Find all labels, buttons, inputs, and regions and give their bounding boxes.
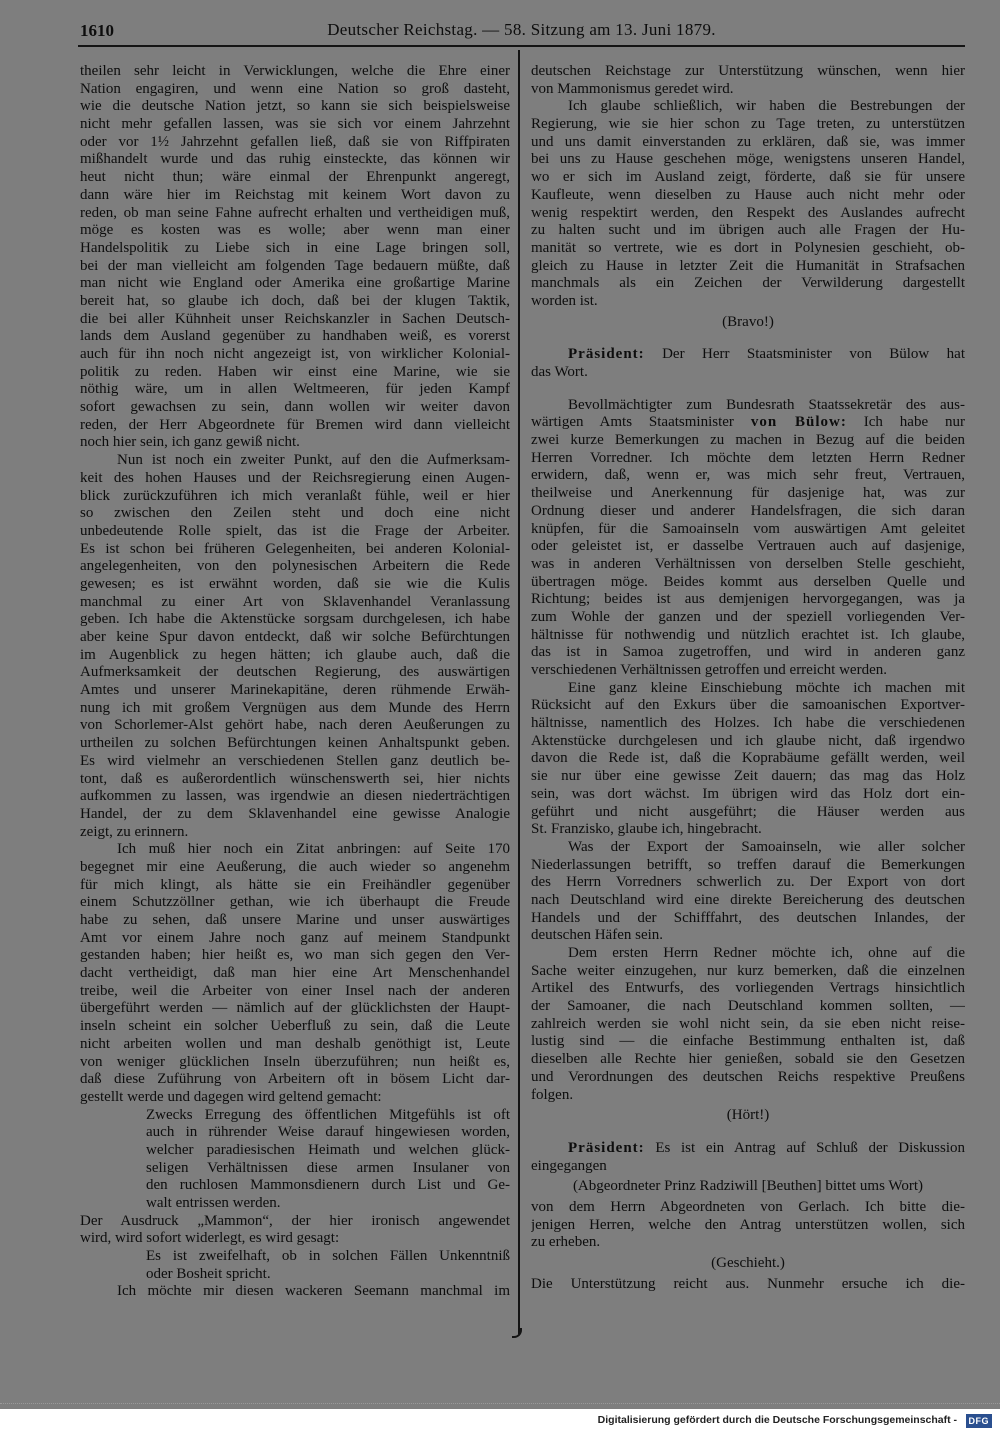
text-line: noch hier sein, ich ganz gewiß nicht.	[80, 434, 300, 451]
text-line: jenigen Herren, welche den Antrag unterstützen wollen, sich	[531, 1216, 965, 1233]
text-line: folgen.	[531, 1086, 574, 1103]
text-line	[531, 346, 965, 364]
speaker-label: Präsident:	[568, 1139, 645, 1156]
text-line: deutschen Häfen sein.	[531, 927, 664, 944]
text-segment: Der Herr Staatsminister von Bülow hat	[644, 346, 965, 363]
text-line: Aktenstücke durchgelesen und ich glaube nicht, daß irgendwo	[531, 732, 965, 749]
text-line: worden ist.	[531, 292, 598, 309]
text-line: manchmal zu einer Art von Sklavenhandel Veranlassung	[80, 593, 510, 610]
text-line: lands dem Ausland gegenüber zu handhaben weiß, es vorerst	[80, 328, 510, 345]
text-line: von Mammonismus geredet wird.	[531, 80, 734, 97]
dfg-logo: DFG	[966, 1414, 993, 1428]
text-line: übertragen möge. Beides kommt aus derselben Quelle und	[531, 573, 965, 590]
text-line: lustig sind — die einfache Bestimmung enthalten ist, daß	[531, 1033, 965, 1050]
text-line: oder geleistet ist, er dasselbe Vertrauen auch auf dasjenige,	[531, 538, 965, 555]
text-line: (Bravo!)	[722, 313, 774, 330]
text-line: Die Unterstützung reicht aus. Nunmehr ersuche ich die-	[531, 1275, 965, 1292]
paragraph	[531, 63, 965, 98]
text-line: und Verordnungen des deutschen Reichs respektive Preußens	[531, 1068, 965, 1085]
text-line: oder Bosheit spricht.	[146, 1265, 271, 1282]
text-line: hältnisse, namentlich des Holzes. Ich habe die verschiedenen	[531, 715, 965, 732]
text-line: nicht mehr gefallen lassen, was sie sich vor einem Jahrzehnt	[80, 116, 510, 133]
text-segment: Es ist ein Antrag auf Schluß der Diskussion	[644, 1139, 965, 1156]
text-line: zu erheben.	[531, 1234, 601, 1251]
text-line: Bevollmächtigter zum Bundesrath Staatssekretär des aus-	[568, 396, 965, 413]
text-line: sein, was dort wächst. Im übrigen wird das Holz dort ein-	[531, 785, 965, 802]
text-line: habe zu sehen, daß unsere Marine und unser auswärtiges	[80, 912, 510, 928]
running-title: Deutscher Reichstag. — 58. Sitzung am 13. Juni 1879.	[327, 20, 716, 39]
text-line: heut nicht thun; wäre einmal der Ehrenpunkt angeregt,	[80, 169, 510, 186]
interjection	[531, 1255, 965, 1273]
text-line: von dem Herrn Abgeordneten von Gerlach. Ich bitte die-	[531, 1198, 965, 1215]
text-line: der Samoaner, die nach Deutschland kommen sollten, —	[531, 998, 965, 1015]
text-line: Regierung, wie sie hier schon zu Tage treten, zu unterstützen	[531, 116, 965, 133]
column-divider-end	[512, 1328, 522, 1338]
paragraph	[80, 841, 510, 1106]
text-line: Nation engagiren, und wenn eine Nation so groß dasteht,	[80, 80, 510, 97]
paragraph	[531, 945, 965, 1104]
page-number: 1610	[80, 21, 114, 40]
paragraph	[531, 1199, 965, 1252]
text-line: bei der man vielleicht am folgenden Tage bedauern müßte, daß	[80, 257, 510, 274]
text-line: und uns damit einverstanden zu erklären, daß sie, was immer	[531, 133, 965, 150]
text-line: man nicht wie England oder Amerika eine großartige Marine	[80, 275, 510, 292]
column-divider	[518, 50, 520, 1334]
text-line: wie die deutsche Nation jetzt, so kann sie sich beispielsweise	[80, 98, 510, 115]
text-line: auch in rührender Weise darauf hingewiesen worden,	[146, 1124, 510, 1141]
speech-paragraph	[531, 397, 965, 680]
text-line: Es wird vielmehr an verschiedenen Stellen ganz deutlich be-	[80, 752, 510, 769]
text-line: seligen Verhältnissen diese armen Insulaner von	[146, 1159, 510, 1176]
text-line: Sache weiter einzugehen, nur kurz bemerken, daß die einzelnen	[531, 962, 965, 979]
text-line: wird, wird sofort widerlegt, es wird gesagt:	[80, 1230, 340, 1247]
text-line: nung ich mit großem Vergnügen aus dem Munde des Herrn	[80, 699, 510, 716]
text-line: Es ist schon bei früheren Gelegenheiten, bei anderen Kolonial-	[80, 540, 510, 557]
text-line: Der Ausdruck „Mammon“, der hier ironisch angewendet	[80, 1212, 510, 1229]
text-line: zu halten sucht und im übrigen auch alle Fragen der Hu-	[531, 222, 965, 239]
text-line: das Wort.	[531, 364, 588, 380]
paragraph	[80, 1213, 510, 1248]
text-line: gewesen; es ist erwähnt worden, daß sie wie die Kulis	[80, 575, 510, 592]
speaker-label: Präsident:	[568, 346, 645, 363]
paragraph	[531, 98, 965, 310]
text-line: Ordnung dieser und anderer Handelsfragen, die sich daran	[531, 502, 965, 519]
text-line: von weniger glücklichen Inseln überzuführen; nun heißt es,	[80, 1053, 510, 1070]
text-line: Handels und der Schifffahrt, des deutschen Inlandes, der	[531, 909, 965, 926]
paragraph	[80, 1283, 510, 1301]
text-line: manchmals als ein Zeichen der Verwilderung dargestellt	[531, 275, 965, 292]
left-column	[80, 63, 510, 1301]
text-line: keit des hohen Hauses und der Reichsregierung einen Augen-	[80, 469, 510, 486]
text-line: Amt vor einem Jahre noch ganz auf meinem Standpunkt	[80, 929, 510, 946]
text-line: theilweise und Anerkennung für dasjenige hat, was zur	[531, 485, 965, 502]
text-line: die bei aller Kühnheit unser Reichskanzler in Sachen Deutsch-	[80, 310, 510, 327]
text-line: des Herrn Vorredners schwerlich zu. Der Export von dort	[531, 874, 965, 891]
text-line: eingegangen	[531, 1157, 607, 1174]
text-line: nach Deutschland wird eine direkte Bereicherung des deutschen	[531, 891, 965, 908]
text-line: Ich muß hier noch ein Zitat anbringen: auf Seite 170	[117, 841, 510, 858]
text-line: möge es kosten was es wolle; aber wenn man einer	[80, 222, 510, 239]
text-line: angelegenheiten, von den polynesischen Arbeitern die Rede	[80, 558, 510, 575]
text-line: urtheilen zu solchen Befürchtungen keinen Anhaltspunkt geben.	[80, 735, 510, 752]
text-line: oder vor 1½ Jahrzehnt gefallen ließ, daß sie von Riffpiraten	[80, 133, 510, 150]
text-line: hältnisse für nothwendig und nützlich erachtet ist. Ich glaube,	[531, 626, 965, 643]
text-line: Amtes und unserer Marinekapitäne, deren rühmende Erwäh-	[80, 682, 510, 699]
speech-paragraph	[531, 1140, 965, 1175]
text-line: Zwecks Erregung des öffentlichen Mitgefühls ist oft	[146, 1106, 510, 1123]
text-line: sofort gewachsen zu sein, dann wollen wir weiter davon	[80, 399, 510, 416]
text-line: verschiedenen Verhältnissen getroffen und erreicht werden.	[531, 662, 887, 678]
text-line: Eine ganz kleine Einschiebung möchte ich machen mit	[568, 679, 965, 696]
text-line: Nun ist noch ein zweiter Punkt, auf den die Aufmerksam-	[117, 452, 510, 469]
text-line: treibe, weil die Arbeiter von einer Insel nach der anderen	[80, 982, 510, 999]
text-line: zeigt, zu erinnern.	[80, 823, 189, 840]
text-line: sie nur über eine gewisse Zeit dauern; das mag das Holz	[531, 768, 965, 785]
text-line	[531, 414, 965, 432]
text-line: reden, ob man seine Fahne aufrecht erhalten und vertheidigen muß,	[80, 204, 510, 221]
text-segment: wärtigen Amts Staatsminister	[531, 414, 751, 431]
text-line: zwei kurze Bemerkungen zu machen in Bezug auf die beiden	[531, 432, 965, 449]
text-line: geben. Ich habe die Aktenstücke sorgsam durchgelesen, ich habe	[80, 611, 510, 628]
text-line: begegnet mir eine Aeußerung, die auch wieder so angenehm	[80, 858, 510, 875]
text-line: mißhandelt wurde und das ruhig einsteckte, das können wir	[80, 151, 510, 168]
text-line: gestellt werde und dagegen wird geltend gemacht:	[80, 1088, 382, 1105]
text-line: davon die Rede ist, daß die Koprabäume gefällt werden, weil	[531, 750, 965, 767]
speaker-label: von Bülow:	[750, 414, 847, 431]
text-line: daß diese Zuführung von Arbeitern oft in bösem Licht dar-	[80, 1071, 510, 1088]
text-line: Handel, der zu dem Sklavenhandel eine gewisse Analogie	[80, 805, 510, 822]
text-line: erwidern, daß, wenn er, was mich sehr freut, Vertrauen,	[531, 467, 965, 484]
paragraph	[531, 1276, 965, 1294]
text-line: tont, daß es außerordentlich wünschenswerth sei, hier nichts	[80, 770, 510, 787]
text-line: das ist in Samoa zugetroffen, und wird in anderen ganz	[531, 644, 965, 661]
text-line: Handelspolitik zu Liebe sich in eine Lage bringen soll,	[80, 239, 510, 256]
block-quote	[146, 1248, 510, 1283]
text-line: welcher paradiesischen Heimath und welchen glück-	[146, 1141, 510, 1158]
text-line: zum Wohle der ganzen und der speziell vorliegenden Ver-	[531, 608, 965, 625]
text-line: Ich glaube schließlich, wir haben die Bestrebungen der	[568, 98, 965, 115]
text-line: bereit hat, so glaube ich doch, daß bei der klugen Taktik,	[80, 292, 510, 309]
text-line: bei uns zu Hause geschehen möge, wenigstens unseren Handel,	[531, 151, 965, 168]
page-header	[78, 18, 965, 47]
text-line: Kaufleute, wenn dieselben zu Hause auch nicht mehr oder	[531, 186, 965, 203]
text-line: St. Franzisko, glaube ich, hingebracht.	[531, 821, 762, 838]
text-line: Dem ersten Herrn Redner möchte ich, ohne auf die	[568, 945, 965, 961]
text-line: gestanden haben; hier heißt es, wo man sich gegen den Ver-	[80, 947, 510, 964]
text-line: im Augenblick zu hegen hätten; ich glaube auch, daß die	[80, 646, 510, 663]
paragraph	[80, 63, 510, 452]
text-line: gleich zu Hause in letzter Zeit die Humanität in Strafsachen	[531, 257, 965, 274]
text-line: Was der Export der Samoainseln, wie aller solcher	[568, 838, 965, 855]
text-line: Artikel des Entwurfs, des vorliegenden Vertrags hinsichtlich	[531, 980, 965, 997]
text-line: geführt und nicht ausgeführt; die Häuser werden aus	[531, 803, 965, 820]
text-line: Herren Vorredner. Ich möchte dem letzten Herrn Redner	[531, 449, 965, 466]
speech-paragraph	[531, 346, 965, 381]
text-line: dieselben alle Rechte hier genießen, sobald sie den Gesetzen	[531, 1051, 965, 1068]
text-line: aber keine Spur davon entdeckt, daß wir solche Befürchtungen	[80, 629, 510, 645]
text-line	[531, 1140, 965, 1158]
text-line: blick zurückzuführen ich mich veranlaßt fühle, weil er hier	[80, 487, 510, 504]
footer	[0, 1409, 1000, 1432]
text-line: knüpfen, für die Samoainseln vom auswärtigen Amt geleitet	[531, 520, 965, 537]
text-line: von Schorlemer-Alst gehört habe, nach deren Aeußerungen zu	[80, 717, 510, 734]
paragraph	[531, 839, 965, 945]
text-line: Ich möchte mir diesen wackeren Seemann manchmal im	[117, 1283, 510, 1300]
right-column	[531, 63, 965, 1293]
text-line: Rücksicht auf den Exkurs über die samoanischen Exportver-	[531, 697, 965, 714]
text-line: für mich klingt, als hätte sie ein Freihändler gegenüber	[80, 876, 510, 893]
text-line: dann wäre hier im Reichstag mit keinem Wort davon zu	[80, 186, 510, 203]
text-line: wo er sich im Ausland zeigt, förderte, daß sie für unsere	[531, 169, 965, 186]
text-line: aufkommen zu lassen, was irgendwie an diesen niederträchtigen	[80, 788, 510, 805]
text-line: politik zu reden. Haben wir einst eine Marine, wie sie	[80, 363, 510, 380]
footer-text: Digitalisierung gefördert durch die Deutsche Forschungsgemeinschaft -	[597, 1414, 958, 1426]
text-line: nöthig wäre, um in allen Weltmeeren, für jeden Kampf	[80, 381, 510, 398]
text-line: (Hört!)	[726, 1107, 770, 1124]
text-line: einem Schutzzöllner gethan, wie ich überhaupt die Freude	[80, 894, 510, 911]
text-line: Es ist zweifelhaft, ob in solchen Fällen Unkenntniß	[146, 1248, 510, 1265]
text-line: Richtung; beides ist aus demjenigen hervorgegangen, was ja	[531, 591, 965, 608]
scan-edge-line	[0, 1403, 1000, 1404]
text-line: zahlreich werden sie wohl nicht sein, da sie eben nicht reise-	[531, 1015, 965, 1032]
paragraph	[531, 680, 965, 839]
text-line: (Abgeordneter Prinz Radziwill [Beuthen] bittet ums Wort)	[572, 1178, 924, 1195]
text-line: unbedeutende Rolle spielt, das ist die Frage der Arbeiter.	[80, 522, 510, 539]
text-line: inseln scheint ein solcher Ueberfluß zu sein, daß die Leute	[80, 1018, 510, 1035]
text-line: deutschen Reichstage zur Unterstützung wünschen, wenn hier	[531, 63, 965, 79]
text-line: manität so vertrete, wie es dort in Polynesien geschieht, ob-	[531, 239, 965, 256]
text-line: was in anderen Verhältnissen von derselben Stelle geschieht,	[531, 555, 965, 572]
interjection	[531, 1178, 965, 1196]
text-line: so zwischen den Zeilen steht und doch eine nicht	[80, 505, 510, 522]
text-line: (Geschieht.)	[711, 1255, 785, 1271]
text-line: Niederlassungen betrifft, so treffen darauf die Bemerkungen	[531, 856, 965, 873]
text-line: walt entrissen werden.	[146, 1195, 281, 1211]
text-line: wenig respektirt werden, den Respekt des Auslandes aufrecht	[531, 204, 965, 221]
block-quote	[146, 1107, 510, 1213]
interjection	[531, 1107, 965, 1125]
interjection	[531, 314, 965, 332]
text-line: nicht arbeiten wollen und man deshalb genöthigt ist, Leute	[80, 1035, 510, 1052]
text-line: auch für ihn noch nicht angezeigt ist, von wirklicher Kolonial-	[80, 346, 510, 362]
text-line: dacht vertheidigt, daß man hier eine Art Menschenhandel	[80, 965, 510, 982]
text-line: reden, der Herr Abgeordnete für Bremen wird dann vielleicht	[80, 416, 510, 433]
text-line: übergeführt werden — nämlich auf der glücklichsten der Haupt-	[80, 1000, 510, 1017]
text-line: theilen sehr leicht in Verwicklungen, welche die Ehre einer	[80, 63, 510, 79]
paragraph	[80, 452, 510, 841]
text-line: Aufmerksamkeit der deutschen Regierung, des auswärtigen	[80, 664, 510, 681]
text-line: den ruchlosen Mammonsdienern durch List und Ge-	[146, 1177, 510, 1194]
text-segment: Ich habe nur	[846, 414, 965, 431]
